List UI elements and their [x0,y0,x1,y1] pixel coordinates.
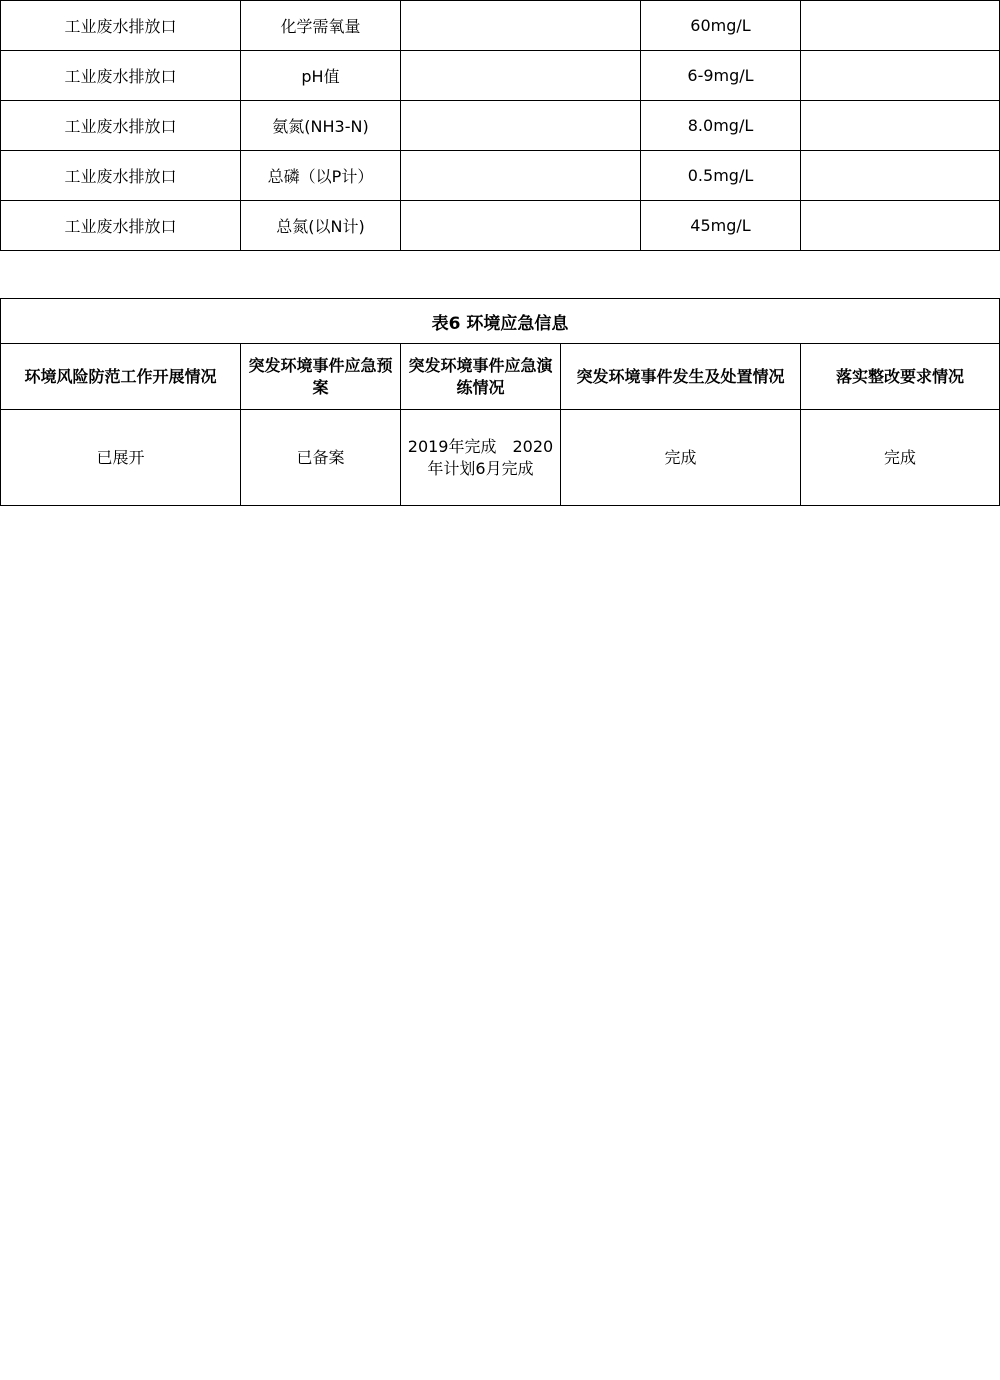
value-cell: 已展开 [1,410,241,506]
empty-cell [801,101,1000,151]
empty-cell [801,201,1000,251]
value-cell: 已备案 [241,410,401,506]
empty-cell [401,151,641,201]
table-row [1,101,1000,151]
limit-cell: 8.0mg/L [641,101,801,151]
pollutant-cell: 总磷（以P计） [241,151,401,201]
table-row [1,201,1000,251]
outlet-cell: 工业废水排放口 [1,201,241,251]
limit-cell: 45mg/L [641,201,801,251]
empty-cell [801,151,1000,201]
column-header: 突发环境事件发生及处置情况 [561,344,801,410]
outlet-cell: 工业废水排放口 [1,1,241,51]
pollutant-limits-table [0,0,1000,251]
table-row [1,410,1000,506]
column-header: 落实整改要求情况 [801,344,1000,410]
empty-cell [801,1,1000,51]
limit-cell: 6-9mg/L [641,51,801,101]
pollutant-cell: pH值 [241,51,401,101]
limit-cell: 0.5mg/L [641,151,801,201]
table-row [1,51,1000,101]
column-header: 突发环境事件应急演练情况 [401,344,561,410]
empty-cell [401,201,641,251]
pollutant-cell: 总氮(以N计) [241,201,401,251]
outlet-cell: 工业废水排放口 [1,101,241,151]
column-header: 环境风险防范工作开展情况 [1,344,241,410]
emergency-info-table [0,298,1000,506]
table-title: 表6 环境应急信息 [1,299,1000,344]
column-header: 突发环境事件应急预案 [241,344,401,410]
outlet-cell: 工业废水排放口 [1,51,241,101]
empty-cell [401,1,641,51]
empty-cell [401,51,641,101]
value-cell: 完成 [801,410,1000,506]
pollutant-cell: 化学需氧量 [241,1,401,51]
value-cell: 2019年完成 2020年计划6月完成 [401,410,561,506]
pollutant-cell: 氨氮(NH3-N) [241,101,401,151]
table-row [1,151,1000,201]
limit-cell: 60mg/L [641,1,801,51]
value-cell: 完成 [561,410,801,506]
outlet-cell: 工业废水排放口 [1,151,241,201]
empty-cell [401,101,641,151]
table-row [1,1,1000,51]
table-title-row [1,299,1000,344]
table-header-row [1,344,1000,410]
empty-cell [801,51,1000,101]
